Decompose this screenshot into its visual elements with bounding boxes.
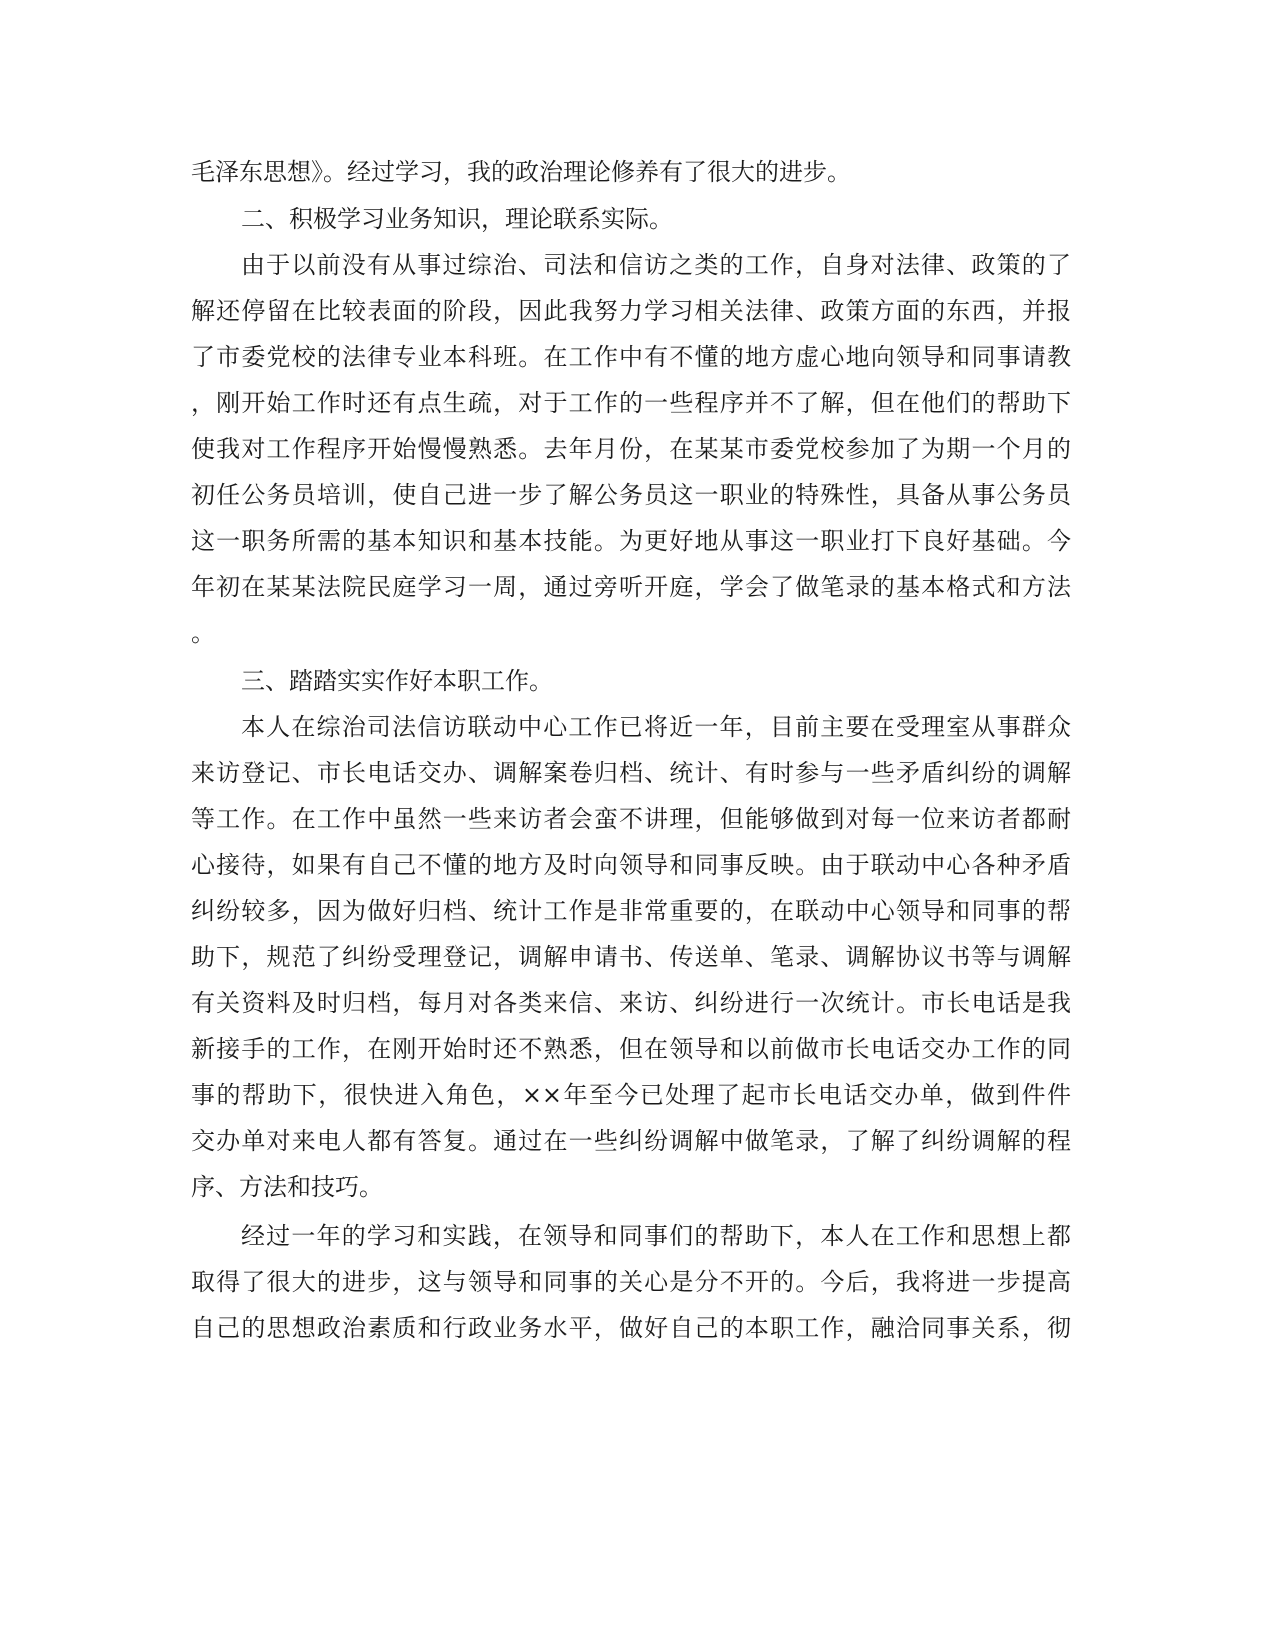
text-line: 由于以前没有从事过综治、司法和信访之类的工作，自身对法律、政策的了: [241, 251, 1071, 279]
text-line: 。: [191, 619, 215, 647]
text-line: 纠纷较多，因为做好归档、统计工作是非常重要的，在联动中心领导和同事的帮: [191, 897, 1071, 925]
text-line: 自己的思想政治素质和行政业务水平，做好自己的本职工作，融洽同事关系，彻: [191, 1314, 1071, 1342]
section-heading: 三、踏踏实实作好本职工作。: [241, 667, 553, 695]
text-line: 毛泽东思想》。经过学习，我的政治理论修养有了很大的进步。: [191, 158, 851, 186]
text-line: 新接手的工作，在刚开始时还不熟悉，但在领导和以前做市长电话交办工作的同: [191, 1035, 1071, 1063]
text-line: 年初在某某法院民庭学习一周，通过旁听开庭，学会了做笔录的基本格式和方法: [191, 573, 1071, 601]
text-line: 取得了很大的进步，这与领导和同事的关心是分不开的。今后，我将进一步提高: [191, 1268, 1071, 1296]
text-line: 心接待，如果有自己不懂的地方及时向领导和同事反映。由于联动中心各种矛盾: [191, 851, 1071, 879]
text-line: 序、方法和技巧。: [191, 1173, 383, 1201]
text-line: 初任公务员培训，使自己进一步了解公务员这一职业的特殊性，具备从事公务员: [191, 481, 1071, 509]
text-line: ，刚开始工作时还有点生疏，对于工作的一些程序并不了解，但在他们的帮助下: [191, 389, 1071, 417]
section-heading: 二、积极学习业务知识，理论联系实际。: [241, 205, 673, 233]
text-line: 有关资料及时归档，每月对各类来信、来访、纠纷进行一次统计。市长电话是我: [191, 989, 1071, 1017]
text-line: 使我对工作程序开始慢慢熟悉。去年月份，在某某市委党校参加了为期一个月的: [191, 435, 1071, 463]
text-line: 助下，规范了纠纷受理登记，调解申请书、传送单、笔录、调解协议书等与调解: [191, 943, 1071, 971]
text-line: 了市委党校的法律专业本科班。在工作中有不懂的地方虚心地向领导和同事请教: [191, 343, 1071, 371]
text-line: 交办单对来电人都有答复。通过在一些纠纷调解中做笔录，了解了纠纷调解的程: [191, 1127, 1071, 1155]
text-line: 解还停留在比较表面的阶段，因此我努力学习相关法律、政策方面的东西，并报: [191, 297, 1071, 325]
text-line: 事的帮助下，很快进入角色，××年至今已处理了起市长电话交办单，做到件件: [191, 1081, 1071, 1109]
text-line: 等工作。在工作中虽然一些来访者会蛮不讲理，但能够做到对每一位来访者都耐: [191, 805, 1071, 833]
text-line: 经过一年的学习和实践，在领导和同事们的帮助下，本人在工作和思想上都: [241, 1222, 1071, 1250]
text-line: 本人在综治司法信访联动中心工作已将近一年，目前主要在受理室从事群众: [241, 713, 1071, 741]
text-line: 这一职务所需的基本知识和基本技能。为更好地从事这一职业打下良好基础。今: [191, 527, 1071, 555]
text-line: 来访登记、市长电话交办、调解案卷归档、统计、有时参与一些矛盾纠纷的调解: [191, 759, 1071, 787]
